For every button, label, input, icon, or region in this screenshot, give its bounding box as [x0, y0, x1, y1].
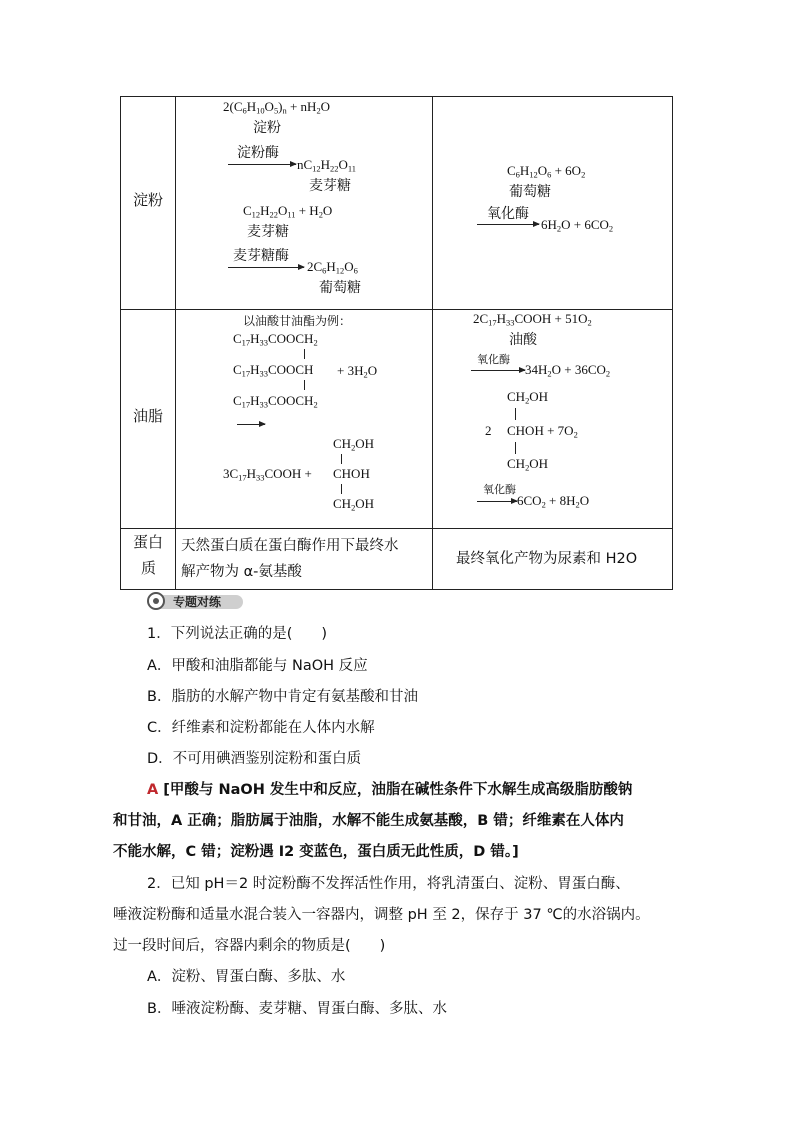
question-1-option-b: B．脂肪的水解产物中肯定有氨基酸和甘油 [147, 689, 418, 705]
enzyme-label: 氧化酶 [487, 206, 529, 222]
question-2-stem: 唾液淀粉酶和适量水混合装入一容器内，调整 pH 至 2，保存于 37 ℃的水浴锅内。 [113, 907, 650, 923]
question-2-option-a: A．淀粉、胃蛋白酶、多肽、水 [147, 969, 346, 985]
formula: $34H_2O + 36CO_2$ [525, 362, 611, 379]
question-1-option-c: C．纤维素和淀粉都能在人体内水解 [147, 720, 375, 736]
question-1-option-a: A．甲酸和油脂都能与 NaOH 反应 [147, 658, 368, 674]
compound-name: 淀粉 [253, 120, 281, 136]
section-badge: 专题对练 [147, 592, 243, 612]
formula: $2(C_6H_{10}O_5)_n + nH_2O$ [223, 99, 331, 116]
enzyme-label: 麦芽糖酶 [233, 248, 289, 264]
formula: $2C_6H_{12}O_6$ [307, 259, 358, 276]
reaction-arrow [228, 164, 296, 165]
formula: $6H_2O + 6CO_2$ [541, 217, 614, 234]
formula: $CH_2OH$ [333, 496, 375, 513]
reaction-arrow [228, 267, 304, 268]
question-2-stem: 过一段时间后，容器内剩余的物质是( ) [113, 938, 386, 954]
formula: $CH_2OH$ [333, 436, 375, 453]
formula: $C_6H_{12}O_6 + 6O_2$ [507, 163, 586, 180]
formula: $nC_{12}H_{22}O_{11}$ [297, 157, 356, 174]
formula: $C_{17}H_{33}COOCH_2$ [233, 393, 318, 410]
formula: $C_{17}H_{33}COOCH_2$ [233, 331, 318, 348]
formula: $CH_2OH$ [507, 389, 549, 406]
comparison-table [120, 96, 673, 590]
protein-hydrolysis-cell: 天然蛋白质在蛋白酶作用下最终水 解产物为 α-氨基酸 [181, 538, 399, 580]
question-1-explanation: 不能水解，C 错；淀粉遇 I2 变蓝色，蛋白质无此性质，D 错。] [113, 844, 519, 860]
compound-name: 葡萄糖 [319, 280, 361, 296]
enzyme-label: 淀粉酶 [237, 145, 279, 161]
formula: $C_{12}H_{22}O_{11} + H_2O$ [243, 203, 333, 220]
formula: $2C_{17}H_{33}COOH + 51O_2$ [473, 311, 592, 328]
row-label-protein: 蛋白 质 [133, 533, 164, 577]
table-divider [121, 528, 672, 529]
formula: $C_{17}H_{33}COOCH$ [233, 362, 314, 379]
table-divider [175, 97, 176, 589]
question-1-explanation: A [甲酸与 NaOH 发生中和反应，油脂在碱性条件下水解生成高级脂肪酸钠 [147, 782, 633, 798]
question-2-stem: 2．已知 pH＝2 时淀粉酶不发挥活性作用，将乳清蛋白、淀粉、胃蛋白酶、 [147, 876, 630, 892]
reaction-arrow [477, 224, 539, 225]
compound-name: 麦芽糖 [309, 178, 351, 194]
reaction-arrow [237, 424, 265, 425]
row-label-starch: 淀粉 [133, 191, 164, 209]
formula: + $3H_2O$ [337, 363, 378, 380]
enzyme-label: 氧化酶 [483, 483, 516, 496]
row-label-fat: 油脂 [133, 407, 164, 425]
formula: $6CO_2 + 8H_2O$ [517, 493, 590, 510]
question-1-option-d: D．不可用碘酒鉴别淀粉和蛋白质 [147, 751, 362, 767]
compound-name: 油酸 [509, 332, 537, 348]
formula: $CH_2OH$ [507, 456, 549, 473]
reaction-arrow [471, 370, 525, 371]
answer-letter: A [147, 782, 159, 798]
table-divider [432, 97, 433, 589]
formula: CHOH [333, 466, 370, 481]
formula: $3C_{17}H_{33}COOH$ + [223, 466, 312, 483]
table-divider [121, 309, 672, 310]
formula: CHOH + $7O_2$ [507, 423, 578, 440]
question-1-stem: 1．下列说法正确的是( ) [147, 626, 328, 642]
example-note: 以油酸甘油酯为例： [243, 314, 352, 328]
formula: 2 [485, 423, 492, 438]
compound-name: 麦芽糖 [247, 224, 289, 240]
question-1-explanation: 和甘油，A 正确；脂肪属于油脂，水解不能生成氨基酸，B 错；纤维素在人体内 [113, 813, 624, 829]
reaction-arrow [477, 501, 517, 502]
enzyme-label: 氧化酶 [477, 353, 510, 366]
question-2-option-b: B．唾液淀粉酶、麦芽糖、胃蛋白酶、多肽、水 [147, 1001, 447, 1017]
compound-name: 葡萄糖 [509, 184, 551, 200]
protein-oxidation-cell: 最终氧化产物为尿素和 H2O [456, 551, 638, 567]
target-icon [147, 592, 165, 610]
